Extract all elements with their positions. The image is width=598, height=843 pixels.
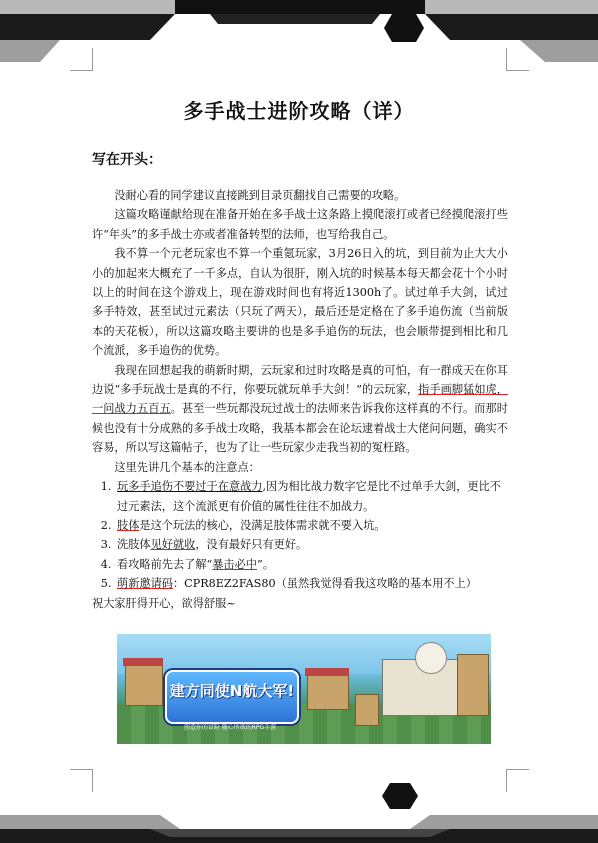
list-item-1-text: ,因为相比战力数字它是比不过单手大剑，更比不过元素法，这个流派更有价值的属性往往不加战力。 <box>117 480 501 513</box>
list-item-3-underlined: 见好就收 <box>150 538 196 552</box>
list-item-4-pre: 看攻略前先去了解“ <box>117 557 213 571</box>
margin-mark-bottom-right <box>506 769 529 792</box>
paragraph-4-part-1: 我现在回想起我的萌新时期，云玩家和过时攻略是真的可怕，有一群成天在你耳边说“多手玩战士是真的不行，你要玩就玩单手大剑！”的云玩家， <box>92 363 508 397</box>
closing-line: 祝大家肝得开心，欲得舒服~ <box>92 596 236 610</box>
list-item-1-underlined: 玩多手追伤不要过于在意战力 <box>117 480 263 494</box>
list-item <box>115 535 508 554</box>
margin-mark-bottom-left <box>70 769 93 792</box>
list-item-4-underlined: 暴击必中 <box>212 557 257 571</box>
list-item-3-pre: 洗肢体 <box>117 538 151 552</box>
list-item-2-text: 是这个玩法的核心，没满足肢体需求就不要入坑。 <box>139 518 386 532</box>
paragraph-4 <box>92 361 508 458</box>
list-item-3-text: ，没有最好只有更好。 <box>195 538 308 552</box>
list-intro: 这里先讲几个基本的注意点： <box>114 460 260 474</box>
paragraph-3: 我不算一个元老玩家也不算一个重氪玩家，3月26日入的坑，到目前为止大大小小的加起来大概充了一千多点，自认为很肝，刚入坑的时候基本每天都会花十个小时以上的时间在这个游戏上，现在游戏时间也有将近1300h了。试过单手大剑，试过多手特效，甚至试过元素法（只玩了两天），最后还是定格在了多手追伤流（当前版本的天花板），所以这篇攻略主要讲的也是多手追伤的玩法，也会顺带提到相比和几个流派，多手追伤的优势。 <box>92 247 508 358</box>
game-logo-subtitle: 创造你的冒险 随心所欲的RPG手游 <box>183 724 277 731</box>
paragraph-4-underlined: 指手画脚猛如虎，一问战力五百五 <box>92 383 508 416</box>
game-logo <box>165 670 299 724</box>
section-heading: 写在开头： <box>92 152 162 168</box>
list-item-2-underlined: 肢体 <box>117 518 140 532</box>
game-logo-text: 建方同使N航大军! <box>169 682 295 700</box>
game-screenshot-image <box>117 634 491 744</box>
list-item <box>115 477 508 516</box>
paragraph-2: 这篇攻略谨献给现在准备开始在多手战士这条路上摸爬滚打或者已经摸爬滚打些许“年头”的多手战士亦或者准备转型的法师，也写给我自己。 <box>92 208 508 241</box>
paragraph-4-part-2: 。甚至一些玩都没玩过战士的法师来告诉我你这样真的不行。而那时候也没有十分成熟的多手战士攻略，我基本都会在论坛逮着战士大佬问问题，确实不容易，所以写这篇帖子，也为了让一些玩家少走我当初的冤枉路。 <box>92 402 508 455</box>
list-item <box>115 516 508 535</box>
document-body <box>92 186 508 613</box>
paragraph-1: 没耐心看的同学建议直接跳到目录页翻找自己需要的攻略。 <box>114 189 406 202</box>
margin-mark-top-right <box>506 48 529 71</box>
list-item-5-underlined: 萌新邀请码 <box>117 577 173 591</box>
list-item <box>115 555 508 574</box>
list-item-5-text: ：CPR8EZ2FAS80（虽然我觉得看我这攻略的基本用不上） <box>172 577 477 591</box>
notes-list <box>92 477 508 593</box>
margin-mark-top-left <box>70 48 93 71</box>
list-item <box>115 574 508 593</box>
list-item-4-text: ”。 <box>257 557 274 571</box>
document-title: 多手战士进阶攻略（详） <box>183 99 415 123</box>
